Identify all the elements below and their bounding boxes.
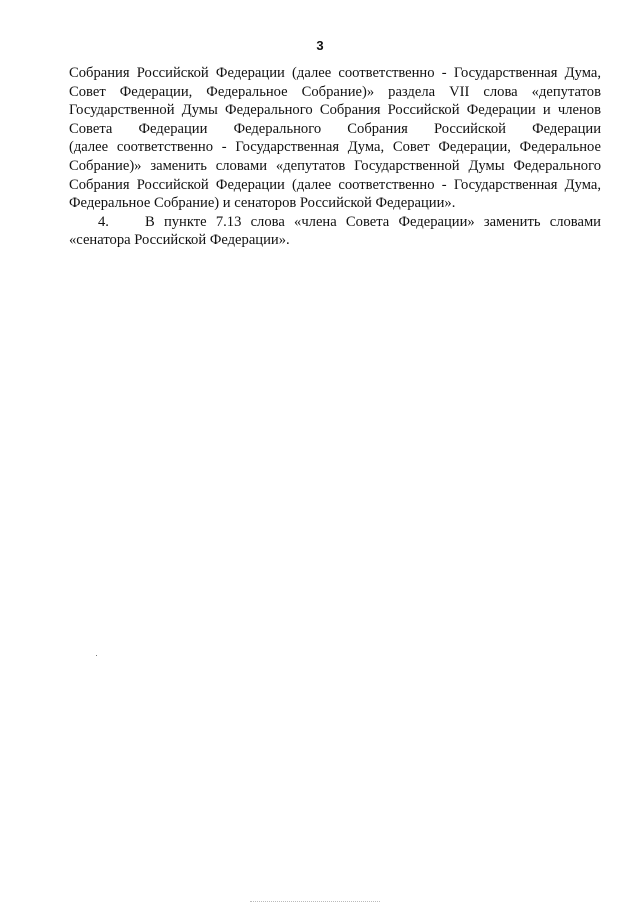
item-4-text: В пункте 7.13 слова «члена Совета Федерации» заменить словами xyxy=(145,213,601,230)
item-4-line-2: «сенатора Российской Федерации». xyxy=(69,232,290,249)
scan-edge-artifact xyxy=(250,901,380,903)
page-number: 3 xyxy=(316,38,324,53)
body-line-8: Федеральное Собрание) и сенаторов Российской Федерации». xyxy=(69,195,456,212)
document-body xyxy=(69,64,601,250)
body-line-2: Совет Федерации, Федеральное Собрание)» раздела VII слова «депутатов xyxy=(69,83,601,100)
item-4-line-1 xyxy=(69,213,601,232)
body-line-4: Совета Федерации Федерального Собрания Российской Федерации xyxy=(69,120,601,137)
scan-speck xyxy=(96,655,97,656)
item-4-number: 4. xyxy=(98,213,109,230)
body-line-7: Собрания Российской Федерации (далее соответственно - Государственная Дума, xyxy=(69,176,601,193)
body-line-6: Собрание)» заменить словами «депутатов Государственной Думы Федерального xyxy=(69,157,601,174)
body-line-5: (далее соответственно - Государственная Дума, Совет Федерации, Федеральное xyxy=(69,139,601,156)
body-line-1: Собрания Российской Федерации (далее соответственно - Государственная Дума, xyxy=(69,65,601,81)
body-line-3: Государственной Думы Федерального Собрания Российской Федерации и членов xyxy=(69,102,601,119)
